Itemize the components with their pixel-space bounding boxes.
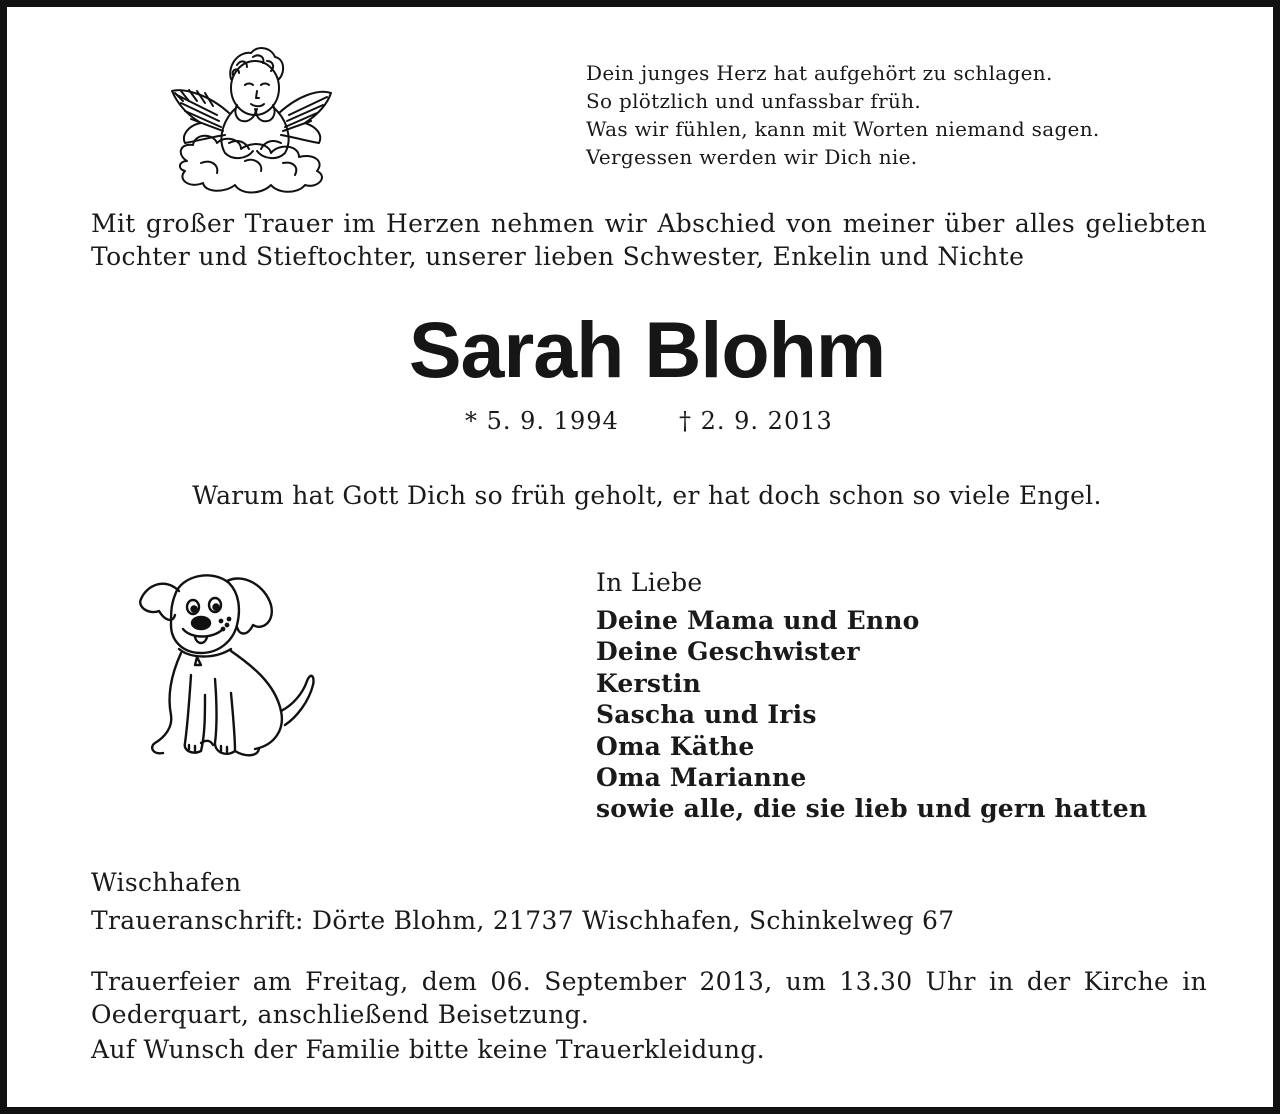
in-love-label: In Liebe [596, 568, 703, 597]
list-item: Oma Marianne [596, 763, 807, 793]
poem-line: Was wir fühlen, kann mit Worten niemand sagen. [586, 117, 1100, 141]
mourners-list [596, 605, 1147, 825]
intro-line: Mit großer Trauer im Herzen nehmen wir Abschied von meiner über alles geliebten [91, 209, 1207, 238]
poem-line: Dein junges Herz hat aufgehört zu schlagen. [586, 61, 1053, 85]
intro-line: Tochter und Stieftochter, unserer lieben Schwester, Enkelin und Nichte [91, 242, 1025, 271]
mourning-address: Traueranschrift: Dörte Blohm, 21737 Wischhafen, Schinkelweg 67 [91, 906, 955, 935]
list-item: Oma Käthe [596, 731, 755, 761]
puppy-icon [135, 565, 325, 765]
deceased-name: Sarah Blohm [408, 305, 886, 394]
family-wish: Auf Wunsch der Familie bitte keine Trauerkleidung. [91, 1035, 765, 1064]
service-line: Trauerfeier am Freitag, dem 06. September 2013, um 13.30 Uhr in der Kirche in [91, 967, 1207, 996]
poem [586, 59, 1100, 171]
poem-line: Vergessen werden wir Dich nie. [586, 145, 918, 169]
poem-line: So plötzlich und unfassbar früh. [586, 89, 922, 113]
list-item: Deine Mama und Enno [596, 606, 920, 635]
funeral-service-info [91, 965, 1207, 1031]
list-item: sowie alle, die sie lieb und gern hatten [596, 794, 1148, 824]
service-line: Oederquart, anschließend Beisetzung. [91, 1000, 590, 1029]
birth-date: * 5. 9. 1994 [465, 407, 619, 435]
intro-text [91, 207, 1207, 273]
place: Wischhafen [91, 868, 242, 897]
list-item: Sascha und Iris [596, 700, 817, 730]
angel-icon [167, 43, 337, 203]
death-date: † 2. 9. 2013 [679, 407, 833, 435]
list-item: Kerstin [596, 668, 701, 698]
list-item: Deine Geschwister [596, 637, 860, 667]
quote: Warum hat Gott Dich so früh geholt, er hat doch schon so viele Engel. [192, 481, 1102, 510]
